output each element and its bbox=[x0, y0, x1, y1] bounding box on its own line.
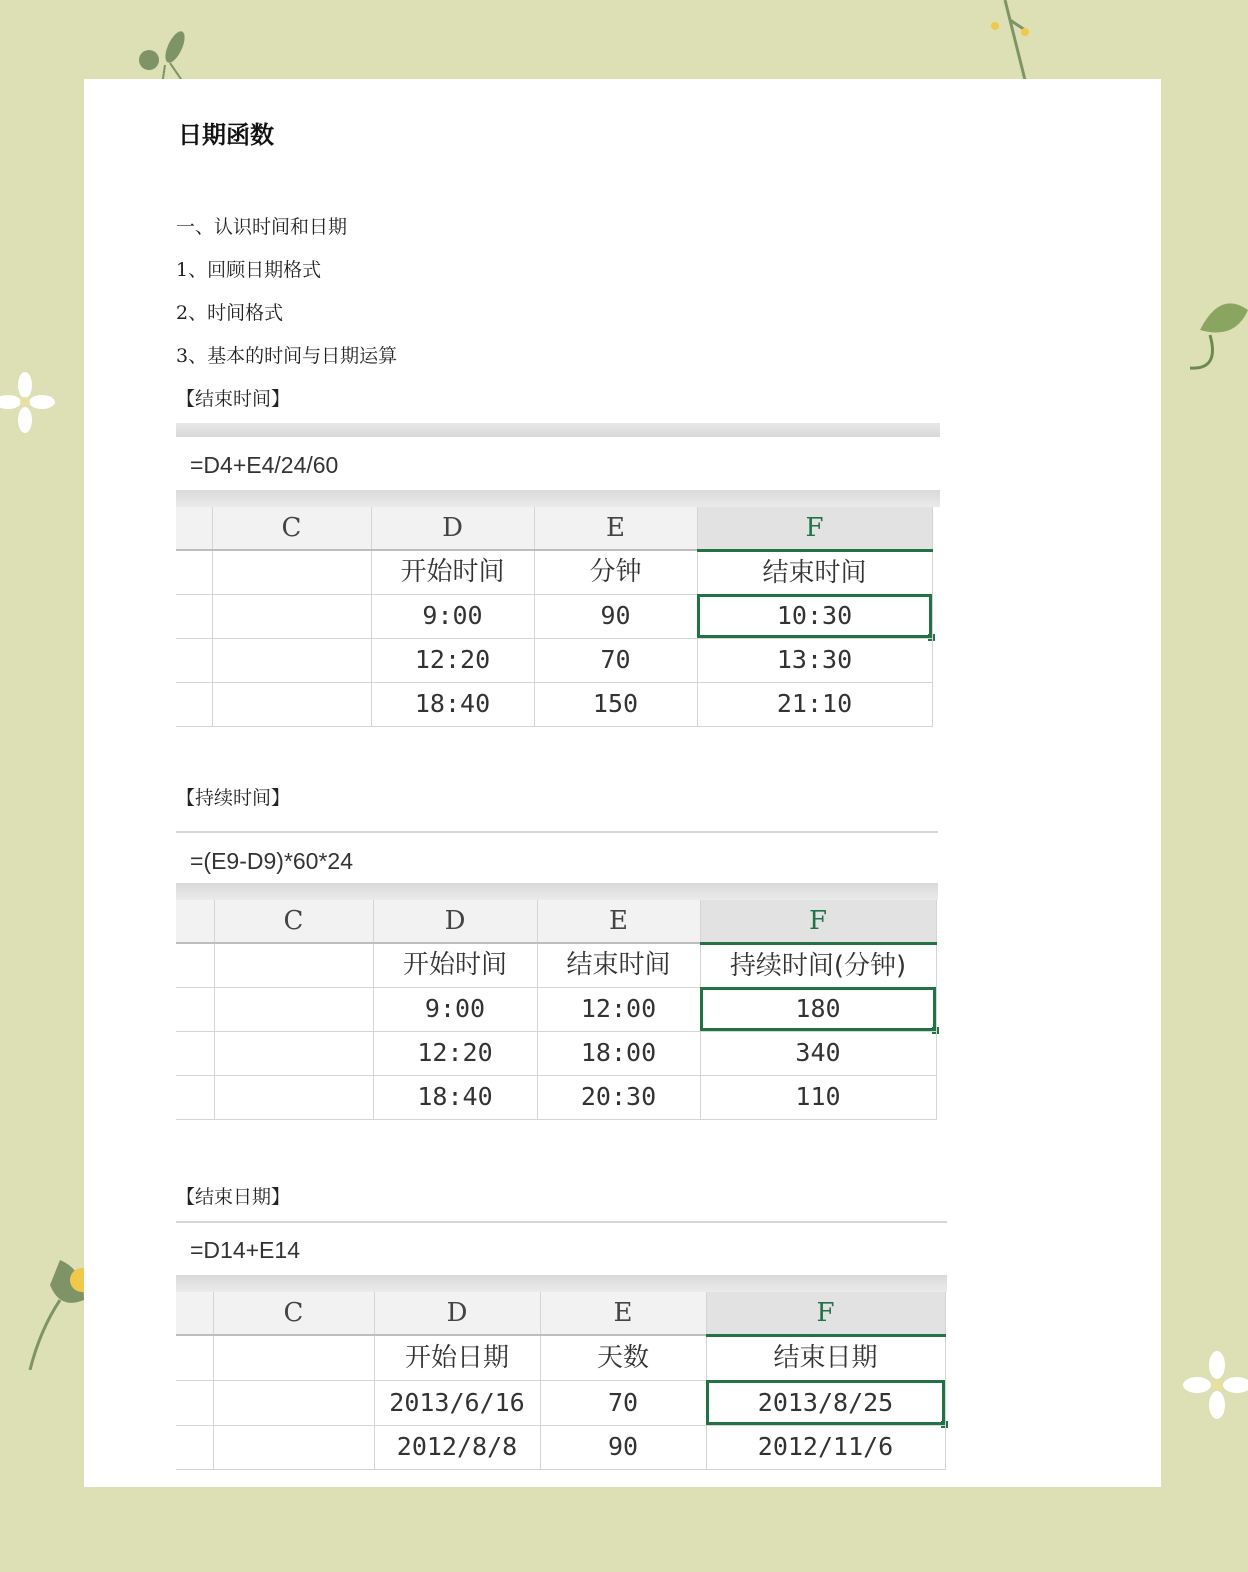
section-heading: 一、认识时间和日期 bbox=[176, 216, 348, 238]
cell-c[interactable] bbox=[214, 1075, 373, 1119]
toolbar-edge bbox=[176, 1221, 947, 1223]
table-row bbox=[176, 682, 932, 726]
spreadsheet-screenshot bbox=[176, 1221, 947, 1469]
cell-f[interactable]: 2013/8/25 bbox=[706, 1380, 945, 1425]
column-header-d[interactable]: D bbox=[374, 1292, 540, 1335]
cell-d[interactable]: 开始时间 bbox=[373, 943, 537, 987]
leaf-sprig-icon bbox=[125, 25, 205, 79]
cell-f[interactable]: 2012/11/6 bbox=[706, 1425, 945, 1469]
table-row bbox=[176, 1425, 945, 1469]
cell-e[interactable]: 天数 bbox=[540, 1335, 706, 1380]
column-header-e[interactable]: E bbox=[537, 900, 700, 943]
flower-icon bbox=[0, 370, 55, 435]
table-row bbox=[176, 594, 932, 638]
cell-e[interactable]: 70 bbox=[540, 1380, 706, 1425]
cell-e[interactable]: 70 bbox=[534, 638, 697, 682]
table-row bbox=[176, 1031, 936, 1075]
section-label-end-date: 【结束日期】 bbox=[176, 1186, 291, 1208]
row-header[interactable] bbox=[176, 1380, 213, 1425]
table-row bbox=[176, 550, 932, 594]
leaf-icon bbox=[1190, 290, 1248, 375]
row-header-corner bbox=[176, 900, 214, 943]
cell-c[interactable] bbox=[214, 1031, 373, 1075]
column-header-strip bbox=[176, 1275, 947, 1292]
row-header[interactable] bbox=[176, 987, 214, 1031]
cell-c[interactable] bbox=[212, 594, 371, 638]
cell-d[interactable]: 开始日期 bbox=[374, 1335, 540, 1380]
document-title: 日期函数 bbox=[178, 121, 274, 149]
list-item: 1、回顾日期格式 bbox=[176, 259, 322, 281]
toolbar-edge bbox=[176, 831, 938, 833]
column-header-strip bbox=[176, 883, 938, 900]
cell-f[interactable]: 340 bbox=[700, 1031, 936, 1075]
cell-d[interactable]: 12:20 bbox=[371, 638, 534, 682]
formula-bar: =(E9-D9)*60*24 bbox=[190, 848, 354, 874]
cell-c[interactable] bbox=[212, 682, 371, 726]
cell-c[interactable] bbox=[214, 987, 373, 1031]
toolbar-edge bbox=[176, 423, 940, 437]
spreadsheet-grid bbox=[176, 1292, 946, 1470]
cell-f[interactable]: 10:30 bbox=[697, 594, 932, 638]
row-header[interactable] bbox=[176, 682, 212, 726]
column-header-f[interactable]: F bbox=[700, 900, 936, 943]
row-header[interactable] bbox=[176, 594, 212, 638]
column-header-f[interactable]: F bbox=[706, 1292, 945, 1335]
list-item: 3、基本的时间与日期运算 bbox=[176, 345, 398, 367]
cell-d[interactable]: 9:00 bbox=[371, 594, 534, 638]
cell-e[interactable]: 结束时间 bbox=[537, 943, 700, 987]
cell-d[interactable]: 开始时间 bbox=[371, 550, 534, 594]
cell-d[interactable]: 18:40 bbox=[373, 1075, 537, 1119]
column-header-d[interactable]: D bbox=[371, 507, 534, 550]
cell-f[interactable]: 结束时间 bbox=[697, 550, 932, 594]
formula-bar: =D14+E14 bbox=[190, 1237, 300, 1263]
spreadsheet-screenshot bbox=[176, 831, 938, 1111]
spreadsheet-grid bbox=[176, 507, 933, 727]
cell-e[interactable]: 18:00 bbox=[537, 1031, 700, 1075]
table-row bbox=[176, 1335, 945, 1380]
column-header-e[interactable]: E bbox=[540, 1292, 706, 1335]
cell-f[interactable]: 结束日期 bbox=[706, 1335, 945, 1380]
row-header[interactable] bbox=[176, 1335, 213, 1380]
column-header-c[interactable]: C bbox=[213, 1292, 374, 1335]
cell-c[interactable] bbox=[213, 1380, 374, 1425]
cell-e[interactable]: 20:30 bbox=[537, 1075, 700, 1119]
list-item: 2、时间格式 bbox=[176, 302, 284, 324]
row-header[interactable] bbox=[176, 943, 214, 987]
branch-icon bbox=[980, 0, 1060, 79]
column-header-c[interactable]: C bbox=[214, 900, 373, 943]
cell-f[interactable]: 180 bbox=[700, 987, 936, 1031]
cell-c[interactable] bbox=[212, 638, 371, 682]
table-row bbox=[176, 1075, 936, 1119]
cell-e[interactable]: 90 bbox=[540, 1425, 706, 1469]
spreadsheet-grid bbox=[176, 900, 937, 1120]
cell-f[interactable]: 13:30 bbox=[697, 638, 932, 682]
cell-d[interactable]: 2013/6/16 bbox=[374, 1380, 540, 1425]
table-row bbox=[176, 987, 936, 1031]
cell-f[interactable]: 110 bbox=[700, 1075, 936, 1119]
cell-c[interactable] bbox=[213, 1425, 374, 1469]
row-header[interactable] bbox=[176, 1075, 214, 1119]
cell-f[interactable]: 持续时间(分钟) bbox=[700, 943, 936, 987]
column-header-f[interactable]: F bbox=[697, 507, 932, 550]
table-row bbox=[176, 638, 932, 682]
section-label-duration: 【持续时间】 bbox=[176, 787, 291, 809]
table-row bbox=[176, 1380, 945, 1425]
row-header-corner bbox=[176, 1292, 213, 1335]
table-row bbox=[176, 943, 936, 987]
cell-d[interactable]: 18:40 bbox=[371, 682, 534, 726]
formula-bar: =D4+E4/24/60 bbox=[190, 452, 339, 478]
section-label-end-time: 【结束时间】 bbox=[176, 388, 291, 410]
bud-icon bbox=[20, 1240, 84, 1370]
column-header-c[interactable]: C bbox=[212, 507, 371, 550]
cell-c[interactable] bbox=[214, 943, 373, 987]
column-header-strip bbox=[176, 490, 940, 507]
cell-d[interactable]: 12:20 bbox=[373, 1031, 537, 1075]
cell-f[interactable]: 21:10 bbox=[697, 682, 932, 726]
row-header-corner bbox=[176, 507, 212, 550]
cell-e[interactable]: 90 bbox=[534, 594, 697, 638]
cell-e[interactable]: 150 bbox=[534, 682, 697, 726]
row-header[interactable] bbox=[176, 1425, 213, 1469]
cell-d[interactable]: 2012/8/8 bbox=[374, 1425, 540, 1469]
cell-c[interactable] bbox=[212, 550, 371, 594]
row-header[interactable] bbox=[176, 1031, 214, 1075]
cell-d[interactable]: 9:00 bbox=[373, 987, 537, 1031]
cell-e[interactable]: 12:00 bbox=[537, 987, 700, 1031]
spreadsheet-screenshot bbox=[176, 423, 940, 718]
row-header[interactable] bbox=[176, 638, 212, 682]
column-header-e[interactable]: E bbox=[534, 507, 697, 550]
cell-c[interactable] bbox=[213, 1335, 374, 1380]
column-header-d[interactable]: D bbox=[373, 900, 537, 943]
row-header[interactable] bbox=[176, 550, 212, 594]
cell-e[interactable]: 分钟 bbox=[534, 550, 697, 594]
flower-icon bbox=[1182, 1350, 1248, 1420]
